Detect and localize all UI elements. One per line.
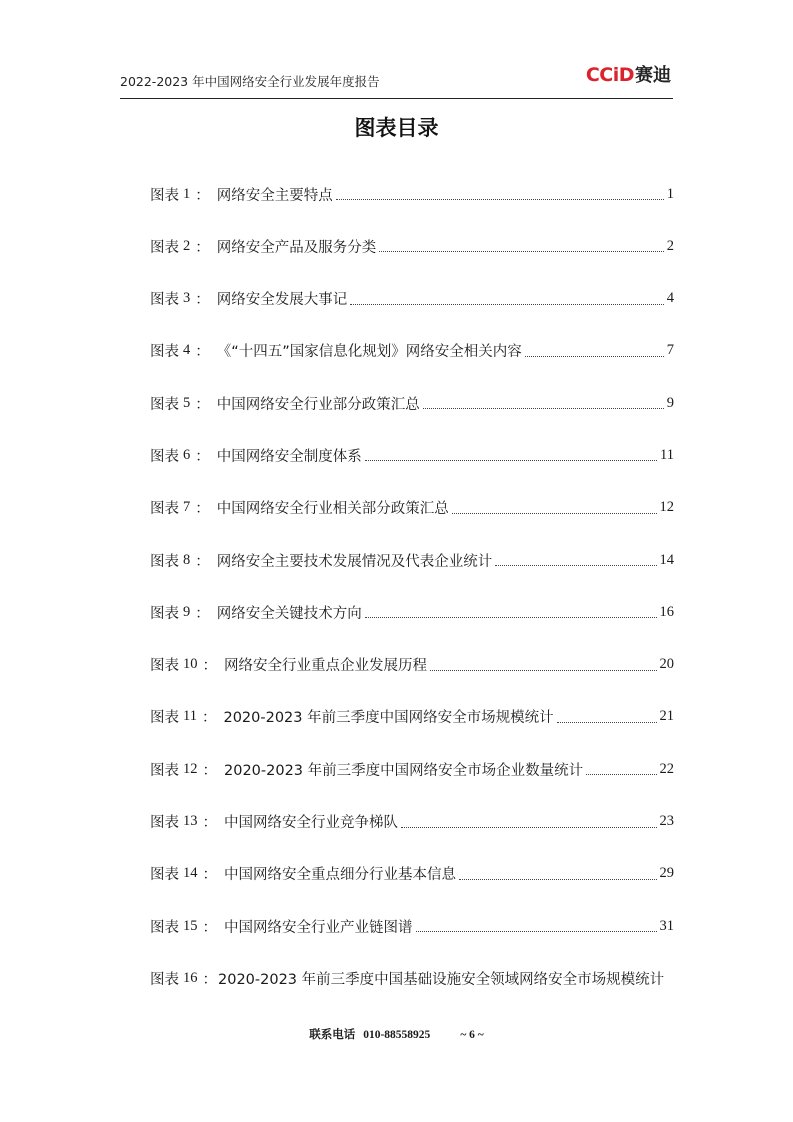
toc-list [150, 177, 674, 1014]
toc-entry-page: 21 [659, 708, 674, 725]
toc-entry-title: 网络安全主要特点 [216, 187, 333, 204]
ccid-logo-text: CCiD [585, 64, 634, 86]
toc-entry-page: 11 [660, 446, 674, 463]
toc-entry-number: 6 [183, 446, 191, 463]
toc-entry-title: 网络安全关键技术方向 [216, 605, 362, 622]
toc-entry-label: 图表 [150, 396, 179, 413]
report-title: 2022-2023 年中国网络安全行业发展年度报告 [120, 74, 380, 89]
contact-label: 联系电话 [309, 1027, 356, 1041]
toc-entry-number: 4 [183, 342, 191, 359]
toc-entry-label: 图表 [150, 605, 179, 622]
toc-entry-label: 图表 [150, 971, 179, 988]
toc-entry[interactable] [150, 386, 674, 420]
toc-entry[interactable] [150, 700, 674, 734]
toc-entry-title: 中国网络安全重点细分行业基本信息 [224, 867, 456, 884]
toc-leader-dots [379, 250, 664, 252]
toc-entry-page: 9 [666, 394, 674, 411]
toc-entry-separator: ： [195, 187, 210, 204]
toc-entry-separator: ： [195, 501, 210, 518]
toc-entry-title: 2020-2023 年前三季度中国网络安全市场规模统计 [223, 710, 554, 727]
toc-entry-title: 2020-2023 年前三季度中国基础设施安全领域网络安全市场规模统计 [218, 971, 665, 988]
toc-leader-dots [586, 773, 656, 775]
toc-entry-page: 1 [666, 185, 674, 202]
toc-entry[interactable] [150, 543, 674, 577]
toc-entry-label: 图表 [150, 762, 179, 779]
toc-entry-title: 中国网络安全行业竞争梯队 [224, 815, 398, 832]
toc-entry-page: 20 [659, 656, 674, 673]
toc-leader-dots [430, 669, 657, 671]
toc-entry-separator: ： [201, 710, 217, 727]
toc-entry-page: 7 [666, 342, 674, 359]
toc-entry-separator: ： [195, 344, 210, 361]
toc-entry[interactable] [150, 282, 674, 316]
toc-entry-label: 图表 [150, 919, 179, 936]
toc-entry-number: 12 [183, 760, 198, 777]
toc-entry[interactable] [150, 909, 674, 943]
toc-entry-number: 13 [183, 813, 198, 830]
toc-entry-label: 图表 [150, 292, 179, 309]
toc-entry-separator: ： [202, 919, 217, 936]
toc-entry-label: 图表 [150, 187, 179, 204]
ccid-logo [586, 61, 671, 85]
toc-entry-title: 网络安全主要技术发展情况及代表企业统计 [216, 553, 493, 570]
toc-entry-number: 16 [183, 969, 198, 986]
toc-entry[interactable] [150, 334, 674, 368]
toc-entry-number: 9 [183, 603, 191, 620]
toc-entry-label: 图表 [150, 710, 179, 727]
toc-entry-separator: ： [202, 658, 217, 675]
toc-entry-separator: ： [195, 605, 210, 622]
toc-entry-separator: ： [195, 239, 210, 256]
toc-entry-title: 2020-2023 年前三季度中国网络安全市场企业数量统计 [224, 762, 584, 779]
page-header [120, 58, 673, 99]
toc-entry-title: 网络安全产品及服务分类 [216, 239, 377, 256]
toc-entry-label: 图表 [150, 501, 179, 518]
toc-entry-page: 2 [666, 237, 674, 254]
toc-entry-separator: ： [195, 396, 210, 413]
toc-entry-page: 22 [659, 760, 674, 777]
toc-leader-dots [423, 407, 664, 409]
toc-entry-page: 31 [659, 917, 674, 934]
toc-entry[interactable] [150, 961, 674, 995]
toc-entry-number: 10 [183, 656, 198, 673]
toc-entry-title: 网络安全发展大事记 [216, 292, 348, 309]
toc-entry-page: 4 [666, 290, 674, 307]
ccid-logo-cn: 赛迪 [635, 65, 671, 86]
toc-entry-number: 2 [183, 237, 191, 254]
toc-entry-separator: ： [202, 815, 217, 832]
page-footer [0, 1026, 793, 1042]
toc-entry-number: 11 [183, 708, 197, 725]
toc-entry-number: 8 [183, 551, 191, 568]
toc-entry-title: 中国网络安全行业产业链图谱 [224, 919, 413, 936]
toc-entry-number: 1 [183, 185, 191, 202]
toc-entry[interactable] [150, 752, 674, 786]
toc-leader-dots [350, 303, 664, 305]
contact-phone: 010-88558925 [363, 1029, 431, 1041]
toc-leader-dots [365, 616, 657, 618]
toc-entry-number: 7 [183, 499, 191, 516]
toc-entry-separator: ： [202, 762, 217, 779]
toc-entry-separator: ： [195, 292, 210, 309]
toc-entry-label: 图表 [150, 448, 179, 465]
toc-leader-dots [557, 721, 657, 723]
toc-entry-number: 5 [183, 394, 191, 411]
toc-entry[interactable] [150, 177, 674, 211]
toc-entry-title: 中国网络安全行业部分政策汇总 [216, 396, 420, 413]
toc-entry[interactable] [150, 229, 674, 263]
toc-entry-page: 29 [659, 865, 674, 882]
toc-leader-dots [401, 826, 657, 828]
toc-leader-dots [495, 564, 656, 566]
toc-entry-label: 图表 [150, 815, 179, 832]
toc-entry-label: 图表 [150, 553, 179, 570]
toc-entry-separator: ： [202, 867, 217, 884]
toc-entry[interactable] [150, 648, 674, 682]
toc-entry-page: 23 [659, 813, 674, 830]
toc-leader-dots [416, 930, 657, 932]
toc-entry-label: 图表 [150, 344, 179, 361]
toc-entry-separator: ： [195, 448, 210, 465]
toc-leader-dots [336, 198, 664, 200]
toc-entry-label: 图表 [150, 239, 179, 256]
toc-entry-label: 图表 [150, 867, 179, 884]
toc-entry-number: 14 [183, 865, 198, 882]
toc-leader-dots [525, 355, 664, 357]
toc-leader-dots [459, 878, 657, 880]
toc-entry-title: 中国网络安全制度体系 [216, 448, 362, 465]
page-number: ~ 6 ~ [460, 1029, 484, 1041]
toc-entry-label: 图表 [150, 658, 179, 675]
toc-entry-number: 15 [183, 917, 198, 934]
toc-entry[interactable] [150, 805, 674, 839]
toc-entry-page: 16 [659, 603, 674, 620]
toc-entry[interactable] [150, 857, 674, 891]
toc-entry-title: 网络安全行业重点企业发展历程 [224, 658, 427, 675]
toc-leader-dots [365, 459, 657, 461]
toc-entry-separator: ： [202, 971, 217, 988]
toc-entry-page: 14 [659, 551, 674, 568]
toc-entry[interactable] [150, 595, 674, 629]
toc-entry[interactable] [150, 491, 674, 525]
toc-entry[interactable] [150, 438, 674, 472]
toc-leader-dots [452, 512, 657, 514]
toc-entry-separator: ： [195, 553, 210, 570]
page-title: 图表目录 [354, 116, 439, 140]
toc-entry-title: 《“十四五”国家信息化规划》网络安全相关内容 [216, 344, 522, 361]
toc-entry-number: 3 [183, 290, 191, 307]
toc-entry-title: 中国网络安全行业相关部分政策汇总 [216, 501, 449, 518]
toc-entry-page: 12 [659, 499, 674, 516]
